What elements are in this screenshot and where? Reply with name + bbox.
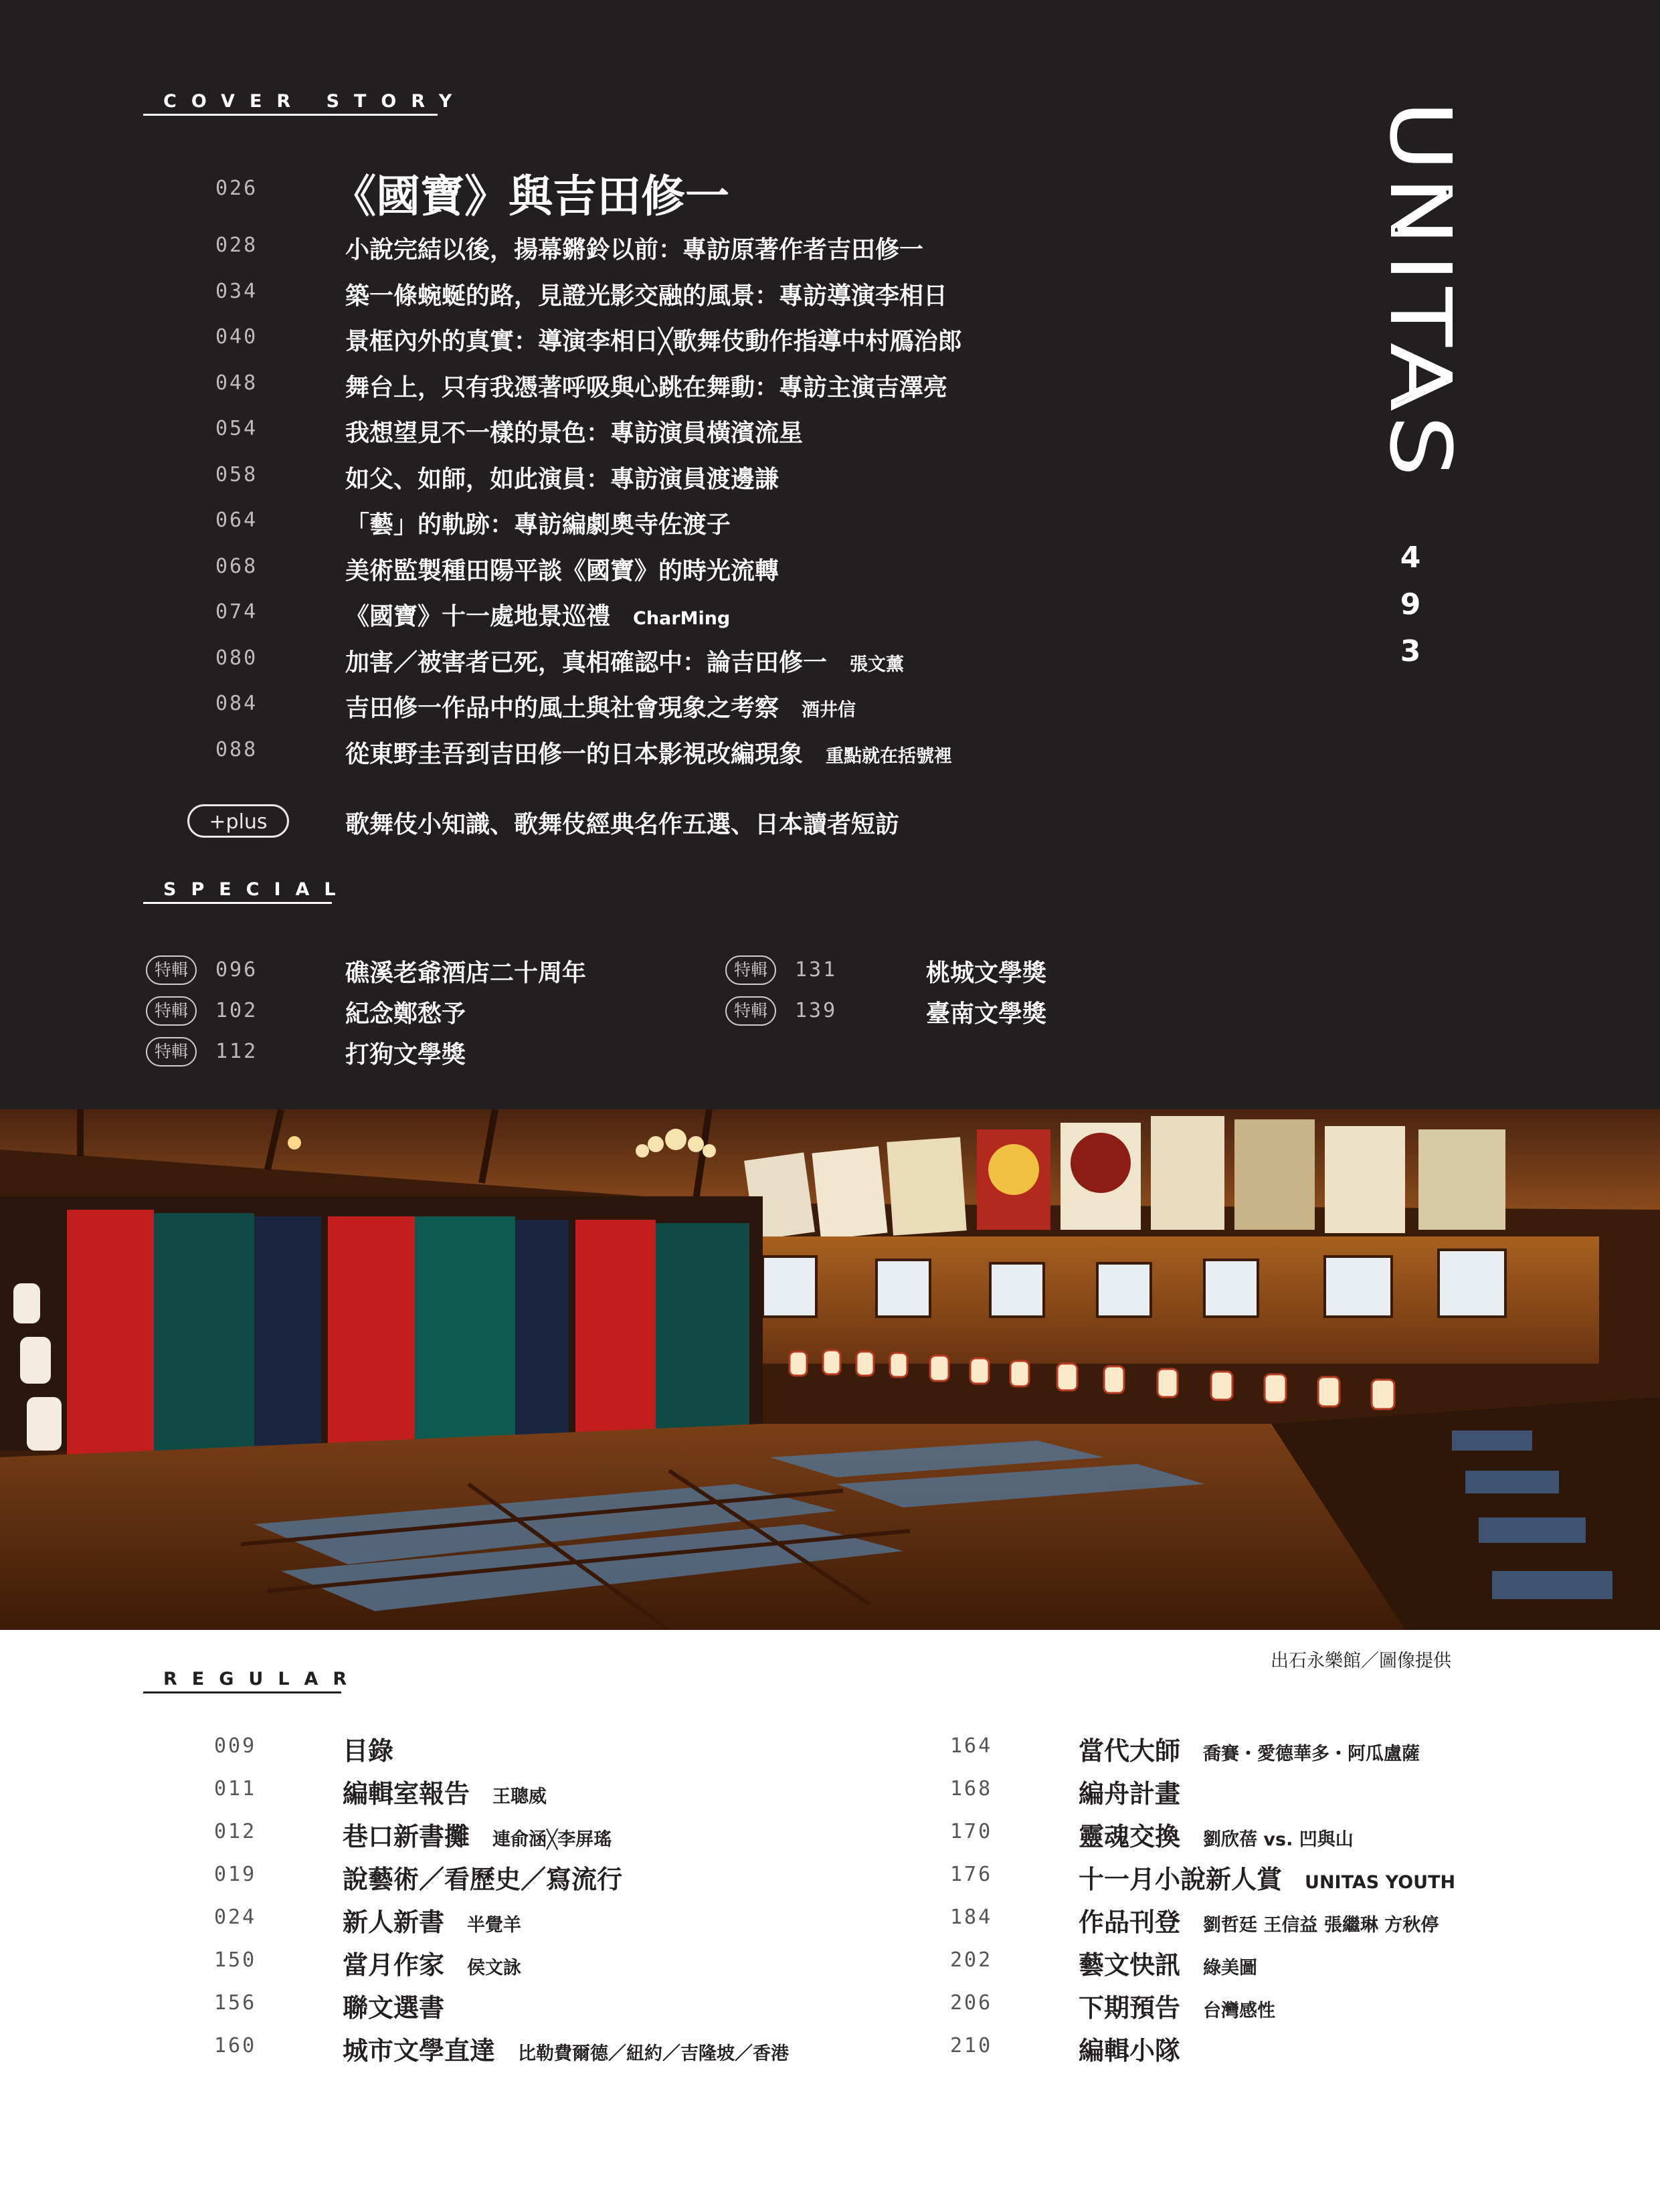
- regular-item[interactable]: [343, 1816, 612, 1853]
- cover-item-title: 加害／被害者已死，真相確認中：論吉田修一: [345, 648, 828, 676]
- regular-item-page: 009: [214, 1734, 257, 1758]
- cover-item-title: 築一條蜿蜒的路，見證光影交融的風景：專訪導演李相日: [345, 282, 948, 310]
- theatre-photo: [0, 1109, 1660, 1630]
- cover-item-page: 058: [215, 462, 258, 486]
- cover-item-page: 084: [215, 692, 258, 715]
- regular-item-page: 012: [214, 1820, 257, 1843]
- regular-item-title: 編輯室報告: [343, 1779, 470, 1809]
- regular-item[interactable]: [1079, 1730, 1420, 1767]
- cover-item-page: 080: [215, 646, 258, 670]
- regular-item[interactable]: [1079, 2030, 1180, 2067]
- cover-item[interactable]: [345, 644, 904, 678]
- regular-item-page: 019: [214, 1863, 257, 1886]
- regular-item-page: 168: [950, 1777, 993, 1801]
- cover-item[interactable]: [345, 460, 779, 494]
- regular-item-author: 喬賽・愛德華多・阿瓜盧薩: [1203, 1744, 1420, 1764]
- special-badge: 特輯: [725, 996, 776, 1026]
- special-item-page: 131: [795, 958, 838, 982]
- cover-item-page: 048: [215, 371, 258, 395]
- cover-item-title: 景框內外的真實：導演李相日╳歌舞伎動作指導中村鴈治郎: [345, 328, 962, 355]
- regular-item-title: 藝文快訊: [1079, 1950, 1181, 1980]
- cover-item[interactable]: [345, 735, 952, 769]
- cover-item[interactable]: [345, 506, 731, 540]
- cover-item-title: 美術監製種田陽平談《國寶》的時光流轉: [345, 557, 779, 585]
- cover-item-page: 068: [215, 554, 258, 578]
- regular-item-title: 當代大師: [1079, 1736, 1181, 1766]
- regular-item-title: 聯文選書: [343, 1993, 445, 2023]
- regular-item-author: 台灣感性: [1203, 2001, 1276, 2021]
- regular-item[interactable]: [343, 1859, 622, 1896]
- special-item-title[interactable]: 臺南文學獎: [926, 1000, 1047, 1028]
- special-item-page: 096: [215, 958, 258, 982]
- regular-item[interactable]: [343, 1944, 521, 1981]
- regular-item-title: 目錄: [343, 1736, 394, 1766]
- regular-item-title: 十一月小說新人賞: [1079, 1865, 1283, 1894]
- regular-item[interactable]: [343, 2030, 789, 2067]
- regular-item-title: 巷口新書攤: [343, 1822, 470, 1851]
- regular-item-page: 024: [214, 1906, 257, 1929]
- special-underline: [143, 902, 332, 904]
- regular-item-page: 202: [950, 1948, 993, 1972]
- regular-item-title: 編輯小隊: [1079, 2036, 1181, 2065]
- issue-digit-3: 3: [1400, 634, 1421, 668]
- regular-item-author: 連俞涵╳李屏瑤: [492, 1829, 612, 1850]
- regular-item-title: 下期預告: [1079, 1993, 1181, 2023]
- regular-item-author: 半覺羊: [467, 1915, 522, 1936]
- regular-item[interactable]: [1079, 1902, 1439, 1938]
- special-item-title[interactable]: 桃城文學獎: [926, 959, 1047, 987]
- cover-item[interactable]: [345, 414, 803, 448]
- regular-item-author: UNITAS YOUTH: [1305, 1872, 1456, 1893]
- cover-item-title: 我想望見不一樣的景色：專訪演員橫濱流星: [345, 420, 804, 447]
- special-label: SPECIAL: [163, 879, 351, 900]
- special-item-title[interactable]: 紀念鄭愁予: [345, 1000, 466, 1028]
- regular-item-title: 城市文學直達: [343, 2036, 496, 2065]
- special-item-title[interactable]: 打狗文學獎: [345, 1041, 466, 1069]
- regular-item-title: 說藝術／看歷史／寫流行: [343, 1865, 623, 1894]
- cover-item-title: 「藝」的軌跡：專訪編劇奧寺佐渡子: [345, 511, 731, 539]
- regular-item-title: 作品刊登: [1079, 1908, 1181, 1937]
- regular-item[interactable]: [343, 1902, 521, 1938]
- unitas-logo-text: UNITAS: [1374, 100, 1467, 411]
- special-badge: 特輯: [146, 996, 197, 1026]
- regular-item-author: 王聰威: [492, 1786, 547, 1807]
- regular-item-author: 侯文詠: [467, 1958, 522, 1978]
- cover-item[interactable]: [345, 689, 856, 723]
- regular-item-page: 156: [214, 1991, 257, 2015]
- regular-item-title: 編舟計畫: [1079, 1779, 1181, 1809]
- cover-item-page: 088: [215, 737, 258, 761]
- regular-item[interactable]: [1079, 1816, 1354, 1853]
- regular-item[interactable]: [1079, 1773, 1180, 1810]
- cover-item-title: 從東野圭吾到吉田修一的日本影視改編現象: [345, 740, 804, 768]
- plus-badge: +plus: [187, 804, 289, 838]
- special-item-page: 102: [215, 999, 258, 1022]
- regular-item[interactable]: [1079, 1944, 1257, 1981]
- regular-item-author: 綠美圖: [1203, 1958, 1258, 1978]
- cover-item-page: 074: [215, 600, 258, 624]
- cover-item-page: 040: [215, 325, 258, 349]
- cover-item-title: 小說完結以後，揚幕鏘鈴以前：專訪原著作者吉田修一: [345, 236, 924, 264]
- cover-item[interactable]: [345, 277, 947, 311]
- cover-item-title: 如父、如師，如此演員：專訪演員渡邊謙: [345, 465, 779, 493]
- cover-item-title: 《國寶》十一處地景巡禮: [345, 603, 611, 630]
- cover-item[interactable]: [345, 369, 947, 403]
- regular-item-author: 比勒費爾德／紐約／吉隆坡／香港: [518, 2043, 790, 2064]
- unitas-logo: [1374, 100, 1467, 488]
- regular-item-page: 206: [950, 1991, 993, 2015]
- regular-item[interactable]: [343, 1773, 547, 1810]
- regular-item-title: 當月作家: [343, 1950, 445, 1980]
- cover-item[interactable]: [345, 552, 779, 586]
- cover-item-title: 吉田修一作品中的風土與社會現象之考察: [345, 695, 779, 722]
- regular-item-author: 劉哲廷 王信益 張繼琳 方秋停: [1203, 1915, 1439, 1936]
- regular-item[interactable]: [343, 1730, 393, 1767]
- regular-item-title: 新人新書: [343, 1908, 445, 1937]
- plus-text[interactable]: 歌舞伎小知識、歌舞伎經典名作五選、日本讀者短訪: [345, 811, 900, 838]
- cover-item-page: 054: [215, 417, 258, 440]
- cover-item-page: 028: [215, 234, 258, 257]
- regular-item-page: 150: [214, 1948, 257, 1972]
- cover-item[interactable]: [345, 231, 923, 265]
- regular-item-page: 170: [950, 1820, 993, 1843]
- cover-story-label: COVER STORY: [163, 91, 467, 112]
- regular-item[interactable]: [1079, 1987, 1275, 2024]
- special-badge: 特輯: [146, 955, 197, 985]
- cover-item-author: 張文薰: [850, 654, 905, 675]
- cover-item-page: 034: [215, 279, 258, 303]
- regular-section: [0, 1630, 1660, 2212]
- special-item-page: 139: [795, 999, 838, 1022]
- cover-item-author: CharMing: [633, 608, 731, 629]
- regular-item-author: 劉欣蓓 vs. 凹與山: [1203, 1829, 1354, 1850]
- regular-item-page: 210: [950, 2034, 993, 2057]
- special-item-page: 112: [215, 1040, 258, 1063]
- cover-story-underline: [143, 114, 438, 116]
- cover-item-title: 舞台上，只有我憑著呼吸與心跳在舞動：專訪主演吉澤亮: [345, 373, 948, 401]
- regular-item-page: 011: [214, 1777, 257, 1801]
- cover-item-author: 酒井信: [802, 700, 856, 721]
- headline-title[interactable]: 《國寶》與吉田修一: [332, 171, 729, 222]
- special-badge: 特輯: [725, 955, 776, 985]
- regular-item[interactable]: [343, 1987, 444, 2024]
- regular-underline: [143, 1691, 341, 1693]
- cover-item-author: 重點就在括號裡: [826, 745, 953, 767]
- photo-credit: 出石永樂館／圖像提供: [1271, 1651, 1451, 1671]
- special-badge: 特輯: [146, 1037, 197, 1067]
- cover-item-page: 064: [215, 509, 258, 532]
- regular-label: REGULAR: [163, 1669, 362, 1689]
- regular-item-page: 164: [950, 1734, 993, 1758]
- regular-item-page: 176: [950, 1863, 993, 1886]
- cover-item[interactable]: [345, 322, 962, 357]
- issue-digit-1: 4: [1400, 541, 1421, 575]
- special-item-title[interactable]: 礁溪老爺酒店二十周年: [345, 959, 587, 987]
- cover-item[interactable]: [345, 597, 730, 632]
- issue-digit-2: 9: [1400, 587, 1421, 622]
- headline-page: 026: [215, 177, 258, 200]
- regular-item-page: 184: [950, 1906, 993, 1929]
- regular-item-title: 靈魂交換: [1079, 1822, 1181, 1851]
- regular-item[interactable]: [1079, 1859, 1455, 1896]
- regular-item-page: 160: [214, 2034, 257, 2057]
